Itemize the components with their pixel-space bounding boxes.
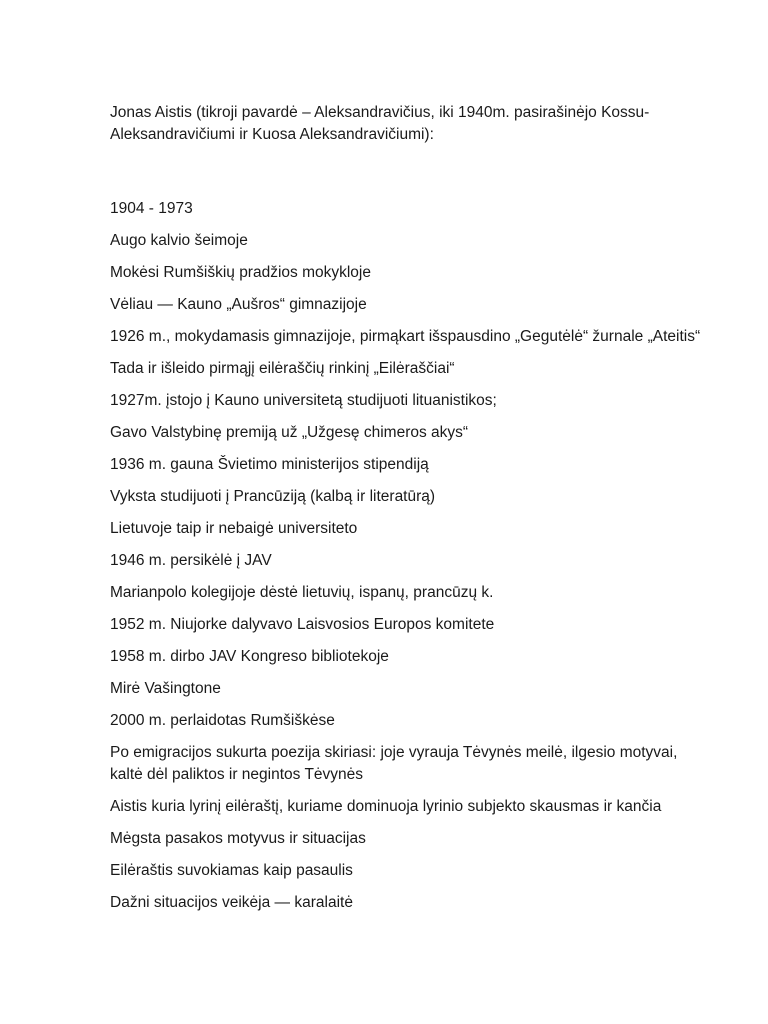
text-line: Gavo Valstybinę premiją už „Užgesę chimeros akys“ [110,424,469,441]
text-line: 1926 m., mokydamasis gimnazijoje, pirmąkart išspausdino „Gegutėlė“ žurnale „Ateitis“ [110,328,701,345]
text-line: 1946 m. persikėlė į JAV [110,552,272,569]
text-line: 1936 m. gauna Švietimo ministerijos stipendiją [110,456,429,473]
text-line: Mokėsi Rumšiškių pradžios mokykloje [110,264,371,281]
text-line: Vyksta studijuoti į Prancūziją (kalbą ir literatūrą) [110,488,436,505]
intro-paragraph: Jonas Aistis (tikroji pavardė – Aleksandravičius, iki 1940m. pasirašinėjo Kossu-Aleksandravičiumi ir Kuosa Aleksandravičiumi): [110,104,650,143]
text-line: 1958 m. dirbo JAV Kongreso bibliotekoje [110,648,389,665]
text-line: Vėliau — Kauno „Aušros“ gimnazijoje [110,296,367,313]
text-line: Po emigracijos sukurta poezija skiriasi: joje vyrauja Tėvynės meilė, ilgesio motyvai, kaltė dėl paliktos ir negintos Tėvynės [110,744,678,783]
text-line: Aistis kuria lyrinį eilėraštį, kuriame dominuoja lyrinio subjekto skausmas ir kančia [110,798,662,815]
text-line: Dažni situacijos veikėja — karalaitė [110,894,353,911]
text-line: Lietuvoje taip ir nebaigė universiteto [110,520,358,537]
text-line: 1952 m. Niujorke dalyvavo Laisvosios Europos komitete [110,616,495,633]
text-line: 1927m. įstojo į Kauno universitetą studijuoti lituanistikos; [110,392,497,409]
text-line: 1904 - 1973 [110,200,193,217]
text-line: Augo kalvio šeimoje [110,232,248,249]
text-line: Eilėraštis suvokiamas kaip pasaulis [110,862,353,879]
text-line: Tada ir išleido pirmąjį eilėraščių rinkinį „Eilėraščiai“ [110,360,455,377]
text-line: 2000 m. perlaidotas Rumšiškėse [110,712,335,729]
text-line: Mėgsta pasakos motyvus ir situacijas [110,830,366,847]
document-body [110,102,710,924]
text-line: Marianpolo kolegijoje dėstė lietuvių, ispanų, prancūzų k. [110,584,494,601]
text-line: Mirė Vašingtone [110,680,221,697]
